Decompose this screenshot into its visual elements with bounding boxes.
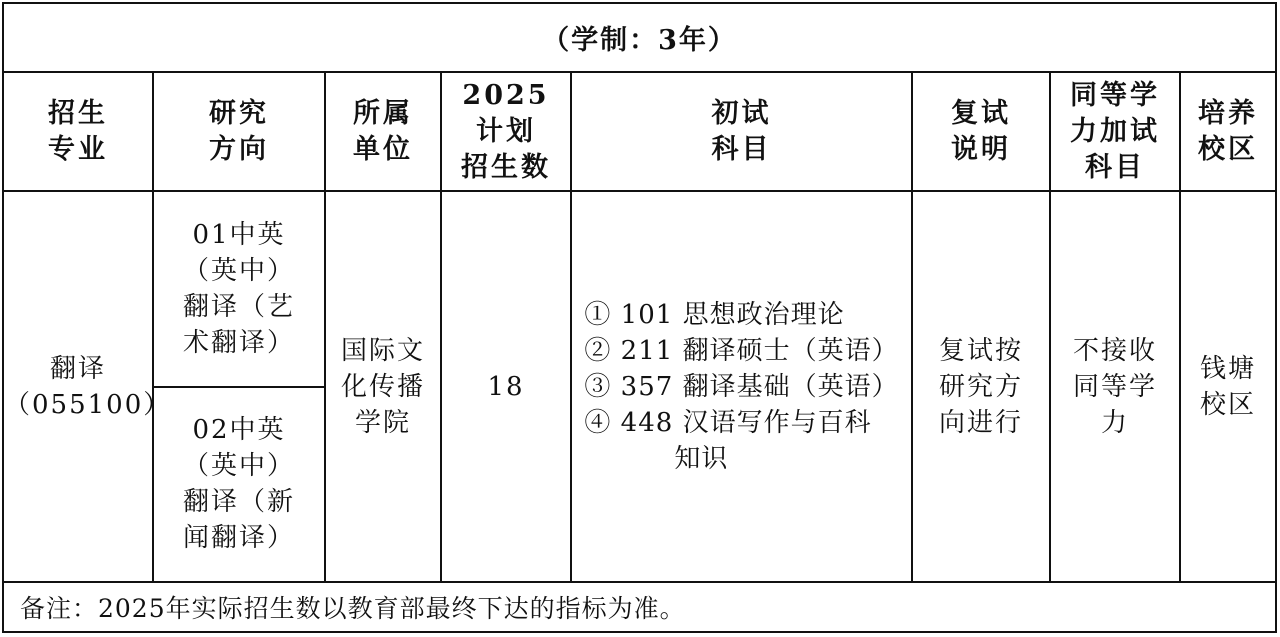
- exam-subject-3: ③ 357 翻译基础（英语）: [584, 371, 899, 402]
- unit-line-1: 国际文: [340, 335, 425, 366]
- direction-02-line-2: （英中）: [182, 451, 295, 482]
- cell-plan: 18: [441, 191, 571, 582]
- direction-02-line-4: 闻翻译）: [182, 523, 295, 554]
- retest-line-3: 向进行: [938, 407, 1023, 438]
- header-extra-line-3: 科目: [1085, 151, 1145, 183]
- retest-line-2: 研究方: [938, 371, 1023, 402]
- extra-line-2: 同等学: [1072, 371, 1157, 402]
- direction-01-line-2: （英中）: [182, 255, 295, 286]
- header-plan: [441, 72, 571, 191]
- header-campus-line-1: 培养: [1198, 97, 1259, 129]
- header-retest-line-1: 复试: [951, 97, 1011, 129]
- header-extra-line-1: 同等学: [1070, 79, 1160, 111]
- header-campus: [1180, 72, 1276, 191]
- header-unit-line-2: 单位: [353, 133, 413, 165]
- header-plan-line-2: 计划: [476, 115, 536, 147]
- cell-extra: [1050, 191, 1180, 582]
- header-plan-line-1: 2025: [462, 79, 550, 111]
- extra-line-1: 不接收: [1072, 335, 1157, 366]
- header-retest: [912, 72, 1050, 191]
- direction-01-line-4: 术翻译）: [182, 327, 295, 358]
- cell-major: [3, 191, 172, 582]
- header-campus-line-2: 校区: [1198, 133, 1259, 165]
- campus-line-1: 钱塘: [1200, 353, 1257, 384]
- extra-line-3: 力: [1100, 407, 1129, 438]
- direction-01-line-3: 翻译（艺: [182, 291, 295, 322]
- cell-exam-subjects: [571, 191, 912, 582]
- header-unit-line-1: 所属: [353, 97, 413, 129]
- header-extra-line-2: 力加试: [1070, 115, 1160, 147]
- major-code: （055100）: [4, 389, 172, 420]
- header-major-line-2: 专业: [48, 133, 108, 165]
- header-extra: [1050, 72, 1180, 191]
- exam-subject-1: ① 101 思想政治理论: [584, 299, 845, 330]
- header-exam-line-1: 初试: [711, 97, 772, 129]
- header-exam-line-2: 科目: [711, 133, 772, 165]
- exam-subject-2: ② 211 翻译硕士（英语）: [584, 335, 899, 366]
- cell-campus: [1180, 191, 1276, 582]
- table-title: （学制：3年）: [3, 3, 1276, 72]
- direction-01-line-1: 01中英: [192, 219, 286, 250]
- table-note: 备注：2025年实际招生数以教育部最终下达的指标为准。: [3, 582, 1276, 632]
- exam-subject-4: ④ 448 汉语写作与百科: [584, 407, 872, 438]
- header-exam: [571, 72, 912, 191]
- cell-direction-01: [153, 191, 325, 386]
- direction-02-line-3: 翻译（新: [182, 487, 295, 518]
- table-row: [3, 191, 1276, 386]
- direction-02-line-1: 02中英: [192, 415, 286, 446]
- retest-line-1: 复试按: [938, 335, 1023, 366]
- major-name: 翻译: [49, 353, 106, 384]
- cell-retest: [912, 191, 1050, 582]
- cell-unit: [325, 191, 441, 582]
- unit-line-2: 化传播: [340, 371, 425, 402]
- cell-direction-02: [153, 387, 325, 582]
- header-major: [3, 72, 153, 191]
- header-plan-line-3: 招生数: [461, 151, 551, 183]
- header-row: [3, 72, 1276, 191]
- header-direction: [153, 72, 325, 191]
- campus-line-2: 校区: [1200, 389, 1257, 420]
- header-unit: [325, 72, 441, 191]
- header-major-line-1: 招生: [48, 97, 108, 129]
- admission-table: [2, 2, 1277, 633]
- header-direction-line-1: 研究: [209, 97, 269, 129]
- header-retest-line-2: 说明: [951, 133, 1011, 165]
- unit-line-3: 学院: [354, 407, 411, 438]
- exam-subject-4-continuation: 知识: [674, 443, 729, 474]
- exam-subject-list: [584, 297, 898, 477]
- header-direction-line-2: 方向: [209, 133, 269, 165]
